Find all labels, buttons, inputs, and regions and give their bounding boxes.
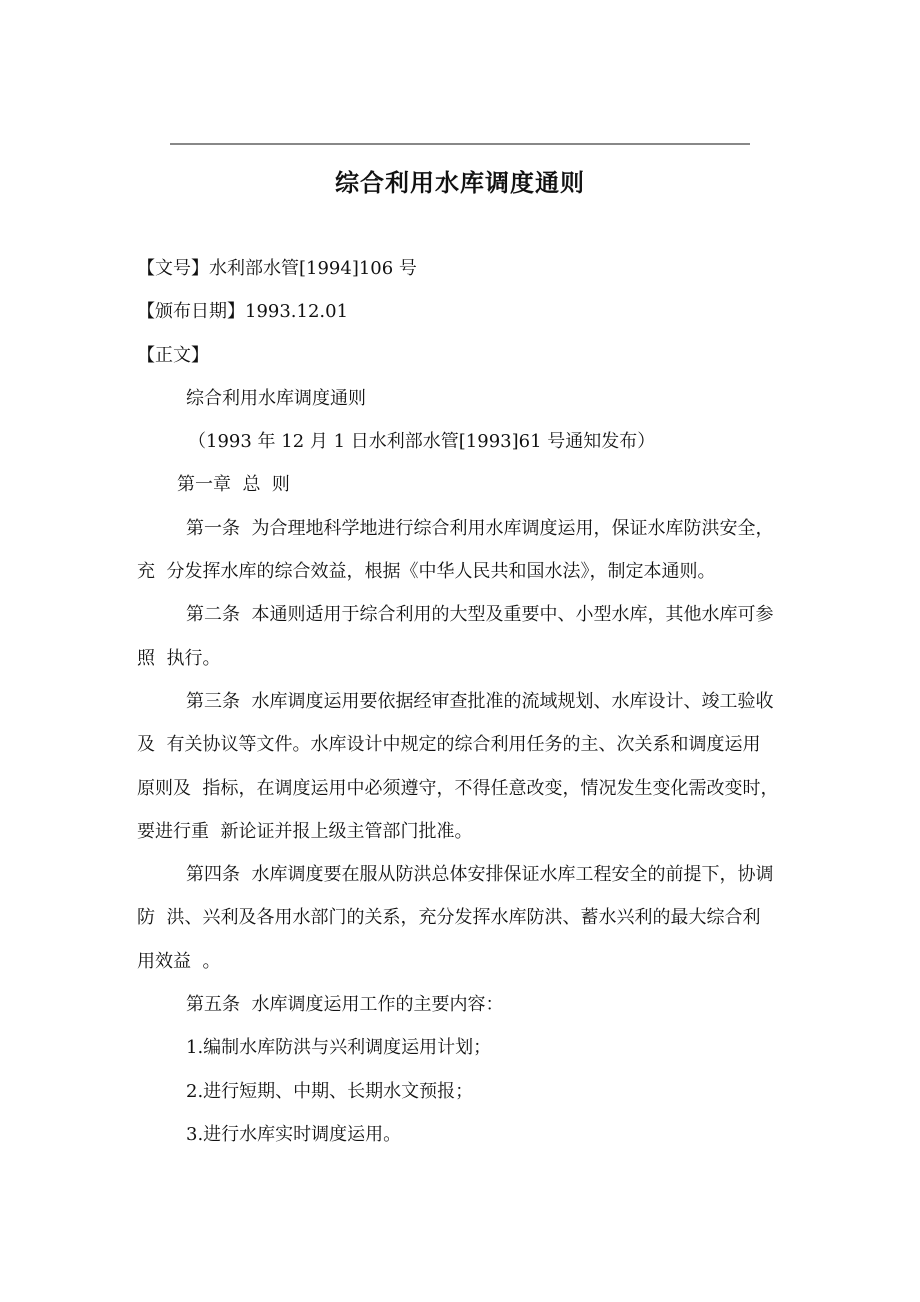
document-body — [137, 256, 797, 1165]
article-line: 第二条 本通则适用于综合利用的大型及重要中、小型水库，其他水库可参 — [186, 604, 774, 626]
article-line: 用效益 。 — [137, 950, 221, 972]
article-line: 第五条 水库调度运用工作的主要内容： — [186, 994, 504, 1016]
article-line: 第三条 水库调度运用要依据经审查批准的流域规划、水库设计、竣工验收 — [186, 690, 774, 712]
issue-date: 【颁布日期】1993.12.01 — [137, 301, 349, 323]
list-item: 3.进行水库实时调度运用。 — [186, 1123, 402, 1145]
list-item: 1.编制水库防洪与兴利调度运用计划； — [186, 1037, 492, 1059]
article-line: 原则及 指标，在调度运用中必须遵守，不得任意改变，情况发生变化需改变时， — [137, 777, 779, 799]
header-rule — [170, 143, 750, 145]
article-line: 及 有关协议等文件。水库设计中规定的综合利用任务的主、次关系和调度运用 — [137, 734, 761, 756]
article-line: 第四条 水库调度要在服从防洪总体安排保证水库工程安全的前提下，协调 — [186, 864, 774, 886]
body-label: 【正文】 — [137, 344, 209, 366]
issued-note: （1993 年 12 月 1 日水利部水管[1993]61 号通知发布） — [188, 431, 656, 453]
article-line: 防 洪、兴利及各用水部门的关系，充分发挥水库防洪、蓄水兴利的最大综合利 — [137, 907, 761, 929]
article-line: 第一条 为合理地科学地进行综合利用水库调度运用，保证水库防洪安全， — [186, 517, 774, 539]
article-line: 充 分发挥水库的综合效益，根据《中华人民共和国水法》，制定本通则。 — [137, 561, 716, 583]
list-item: 2.进行短期、中期、长期水文预报； — [186, 1080, 474, 1102]
document-title: 综合利用水库调度通则 — [335, 169, 585, 197]
chapter-heading: 第一章 总 则 — [177, 474, 290, 496]
subtitle: 综合利用水库调度通则 — [186, 387, 366, 409]
article-line: 照 执行。 — [137, 647, 221, 669]
doc-number: 【文号】水利部水管[1994]106 号 — [137, 258, 417, 279]
article-line: 要进行重 新论证并报上级主管部门批准。 — [137, 820, 473, 842]
